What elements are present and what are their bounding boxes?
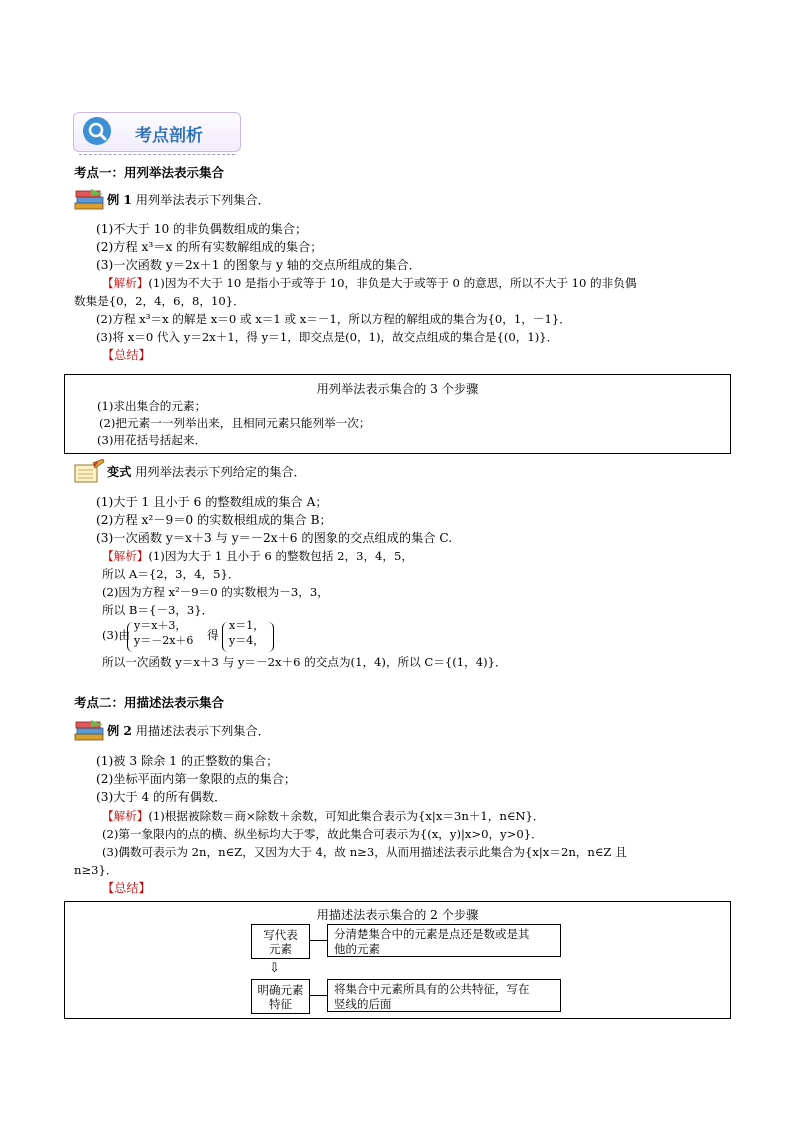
books-icon bbox=[73, 719, 107, 743]
variant-header bbox=[107, 465, 306, 480]
example2-item-3: (3)大于 4 的所有偶数． bbox=[96, 790, 227, 804]
banner-title: 考点剖析 bbox=[135, 126, 203, 146]
example1-header bbox=[107, 193, 270, 208]
example2-solution-1: 【解析】(1)根据被除数＝商×除数＋余数，可知此集合表示为{x|x＝3n＋1，n∈N}． bbox=[102, 809, 545, 823]
step1-description: 分清楚集合中的元素是点还是数或是其 他的元素 bbox=[327, 924, 561, 957]
summary-box-1 bbox=[64, 374, 731, 454]
example1-solution-3: (2)方程 x³＝x 的解是 x＝0 或 x＝1 或 x＝－1，所以方程的解组成的集合为{0，1，－1}． bbox=[96, 312, 571, 326]
variant-item-1: (1)大于 1 且小于 6 的整数组成的集合 A； bbox=[96, 495, 328, 509]
example1-item-3: (3)一次函数 y＝2x＋1 的图象与 y 轴的交点所组成的集合． bbox=[96, 258, 421, 272]
example1-item-2: (2)方程 x³＝x 的所有实数解组成的集合； bbox=[96, 240, 323, 254]
system-right-2: y＝4， bbox=[229, 634, 265, 647]
summary-box-2-title: 用描述法表示集合的 2 个步骤 bbox=[316, 908, 479, 922]
example1-item-1: (1)不大于 10 的非负偶数组成的集合； bbox=[96, 222, 308, 236]
section2-heading: 考点二：用描述法表示集合 bbox=[74, 695, 225, 710]
variant-solution-3: (2)因为方程 x²－9＝0 的实数根为－3，3， bbox=[102, 585, 329, 599]
section-banner bbox=[73, 112, 241, 154]
section1-heading: 考点一：用列举法表示集合 bbox=[74, 165, 225, 180]
system-prefix: (3)由 bbox=[102, 628, 131, 642]
summary-step-3: (3)用花括号括起来． bbox=[97, 433, 207, 447]
summary-box-1-title: 用列举法表示集合的 3 个步骤 bbox=[316, 382, 479, 396]
variant-conclusion: 所以一次函数 y＝x＋3 与 y＝－2x＋6 的交点为(1，4)，所以 C＝{(1，4)}． bbox=[102, 655, 507, 669]
step1-label: 写代表 元素 bbox=[251, 924, 310, 959]
example1-solution-2: 数集是{0，2，4，6，8，10}． bbox=[74, 294, 245, 308]
summary-step-2: (2)把元素一一列举出来，且相同元素只能列举一次； bbox=[99, 416, 371, 430]
variant-label: 变式 bbox=[107, 465, 132, 479]
example2-prompt: 用描述法表示下列集合． bbox=[135, 724, 270, 738]
variant-solution-2: 所以 A＝{2，3，4，5}． bbox=[102, 567, 240, 581]
down-arrow-icon: ⇩ bbox=[269, 961, 280, 976]
example1-label: 例 1 bbox=[107, 193, 132, 207]
search-icon bbox=[83, 117, 111, 145]
example2-item-1: (1)被 3 除余 1 的正整数的集合； bbox=[96, 754, 279, 768]
variant-solution-4: 所以 B＝{－3，3}． bbox=[102, 603, 214, 617]
system-mid: 得 bbox=[207, 628, 219, 642]
example1-solution-1: 【解析】(1)因为不大于 10 是指小于或等于 10，非负是大于或等于 0 的意思，所以不大于 10 的非负偶 bbox=[102, 276, 637, 290]
notebook-pencil-icon bbox=[73, 459, 107, 485]
step2-description: 将集合中元素所具有的公共特征，写在 竖线的后面 bbox=[327, 979, 561, 1012]
summary-step-1: (1)求出集合的元素； bbox=[97, 399, 207, 413]
step2-label: 明确元素 特征 bbox=[251, 979, 310, 1014]
example2-summary-tag: 【总结】 bbox=[102, 881, 151, 895]
summary-box-2 bbox=[64, 901, 731, 1019]
example2-header bbox=[107, 724, 270, 739]
example2-item-2: (2)坐标平面内第一象限的点的集合； bbox=[96, 772, 297, 786]
books-icon bbox=[73, 188, 107, 212]
system-left-2: y＝－2x＋6 bbox=[134, 634, 194, 647]
example1-summary-tag: 【总结】 bbox=[102, 348, 151, 362]
variant-prompt: 用列举法表示下列给定的集合． bbox=[135, 465, 306, 479]
system-right-1: x＝1， bbox=[229, 619, 265, 632]
system-left-1: y＝x＋3， bbox=[134, 619, 187, 632]
example2-solution-3: (3)偶数可表示为 2n，n∈Z，又因为大于 4，故 n≥3，从而用描述法表示此集合为{x|x＝2n，n∈Z 且 bbox=[102, 845, 627, 859]
example2-solution-2: (2)第一象限内的点的横、纵坐标均大于零，故此集合可表示为{(x，y)|x>0，y>0}． bbox=[102, 827, 543, 841]
solution-tag: 【解析】 bbox=[102, 276, 149, 290]
variant-item-2: (2)方程 x²－9＝0 的实数根组成的集合 B； bbox=[96, 513, 332, 527]
variant-item-3: (3)一次函数 y＝x＋3 与 y＝－2x＋6 的图象的交点组成的集合 C. bbox=[96, 531, 453, 545]
variant-solution-1: 【解析】(1)因为大于 1 且小于 6 的整数包括 2，3，4，5， bbox=[102, 549, 413, 563]
example1-solution-4: (3)将 x＝0 代入 y＝2x＋1，得 y＝1，即交点是(0，1)，故交点组成的集合是{(0，1)}． bbox=[96, 330, 559, 344]
example2-label: 例 2 bbox=[107, 724, 132, 738]
example2-solution-4: n≥3}． bbox=[74, 863, 118, 877]
example1-prompt: 用列举法表示下列集合． bbox=[135, 193, 270, 207]
